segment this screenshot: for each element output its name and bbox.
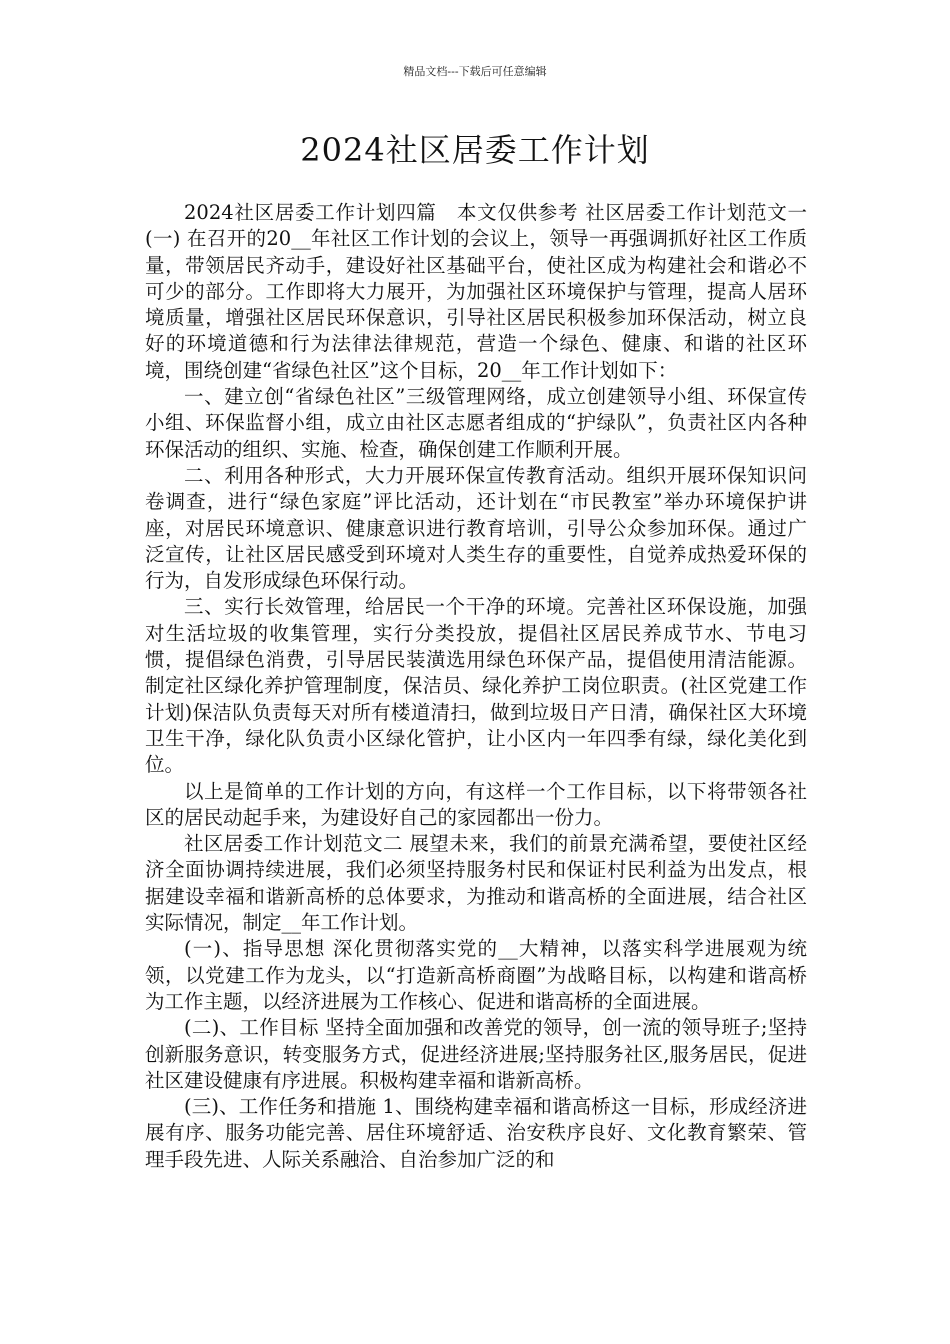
paragraph-intro: 2024社区居委工作计划四篇 本文仅供参考 社区居委工作计划范文一 (一) 在召开的20__年社区工作计划的会议上，领导一再强调抓好社区工作质量，带领居民齐动手，建设好社区基础平台，使社区成为构建社会和谐必不可少的部分。工作即将大力展开，为加强社区环境保护与管理，提高人居环境质量，增强社区居民环保意识，引导社区居民积极参加环保活动，树立良好的环境道德和行为法律法律规范，营造一个绿色、健康、和谐的社区环境，围绕创建“省绿色社区”这个目标，20__年工作计划如下： [145,201,807,382]
paragraph-work-goals: (二)、工作目标 坚持全面加强和改善党的领导，创一流的领导班子;坚持创新服务意识，转变服务方式，促进经济进展;坚持服务社区,服务居民，促进社区建设健康有序进展。积极构建幸福和谐新高桥。 [145,1016,807,1092]
document-body [145,200,807,1173]
paragraph-sample-2-intro: 社区居委工作计划范文二 展望未来，我们的前景充满希望，要使社区经济全面协调持续进展，我们必须坚持服务村民和保证村民利益为出发点，根据建设幸福和谐新高桥的总体要求，为推动和谐高桥的全面进展，结合社区实际情况，制定__年工作计划。 [145,832,807,935]
document-title: 2024社区居委工作计划 [300,131,650,169]
paragraph-item-3: 三、实行长效管理，给居民一个干净的环境。完善社区环保设施，加强对生活垃圾的收集管理，实行分类投放，提倡社区居民养成节水、节电习惯，提倡绿色消费，引导居民装潢选用绿色环保产品，提倡使用清洁能源。制定社区绿化养护管理制度，保洁员、绿化养护工岗位职责。(社区党建工作计划)保洁队负责每天对所有楼道清扫，做到垃圾日产日清，确保社区大环境卫生干净，绿化队负责小区绿化管护，让小区内一年四季有绿，绿化美化到位。 [145,595,807,777]
paragraph-item-2: 二、利用各种形式，大力开展环保宣传教育活动。组织开展环保知识问卷调查，进行“绿色家庭”评比活动，还计划在“市民教室”举办环境保护讲座，对居民环境意识、健康意识进行教育培训，引导公众参加环保。通过广泛宣传，让社区居民感受到环境对人类生存的重要性，自觉养成热爱环保的行为，自发形成绿色环保行动。 [145,463,807,593]
paragraph-guiding-ideology: (一)、指导思想 深化贯彻落实党的__大精神，以落实科学进展观为统领，以党建工作为龙头，以“打造新高桥商圈”为战略目标，以构建和谐高桥为工作主题，以经济进展为工作核心、促进和谐高桥的全面进展。 [145,937,807,1013]
page-header-note: 精品文档---下载后可任意编辑 [403,65,547,78]
paragraph-item-1: 一、建立创“省绿色社区”三级管理网络，成立创建领导小组、环保宣传小组、环保监督小组，成立由社区志愿者组成的“护绿队”，负责社区内各种环保活动的组织、实施、检查，确保创建工作顺利开展。 [145,385,807,461]
paragraph-summary: 以上是简单的工作计划的方向，有这样一个工作目标，以下将带领各社区的居民动起手来，为建设好自己的家园都出一份力。 [145,779,807,829]
paragraph-tasks-measures: (三)、工作任务和措施 1、围绕构建幸福和谐高桥这一目标，形成经济进展有序、服务功能完善、居住环境舒适、治安秩序良好、文化教育繁荣、管理手段先进、人际关系融洽、自治参加广泛的和 [145,1095,807,1171]
